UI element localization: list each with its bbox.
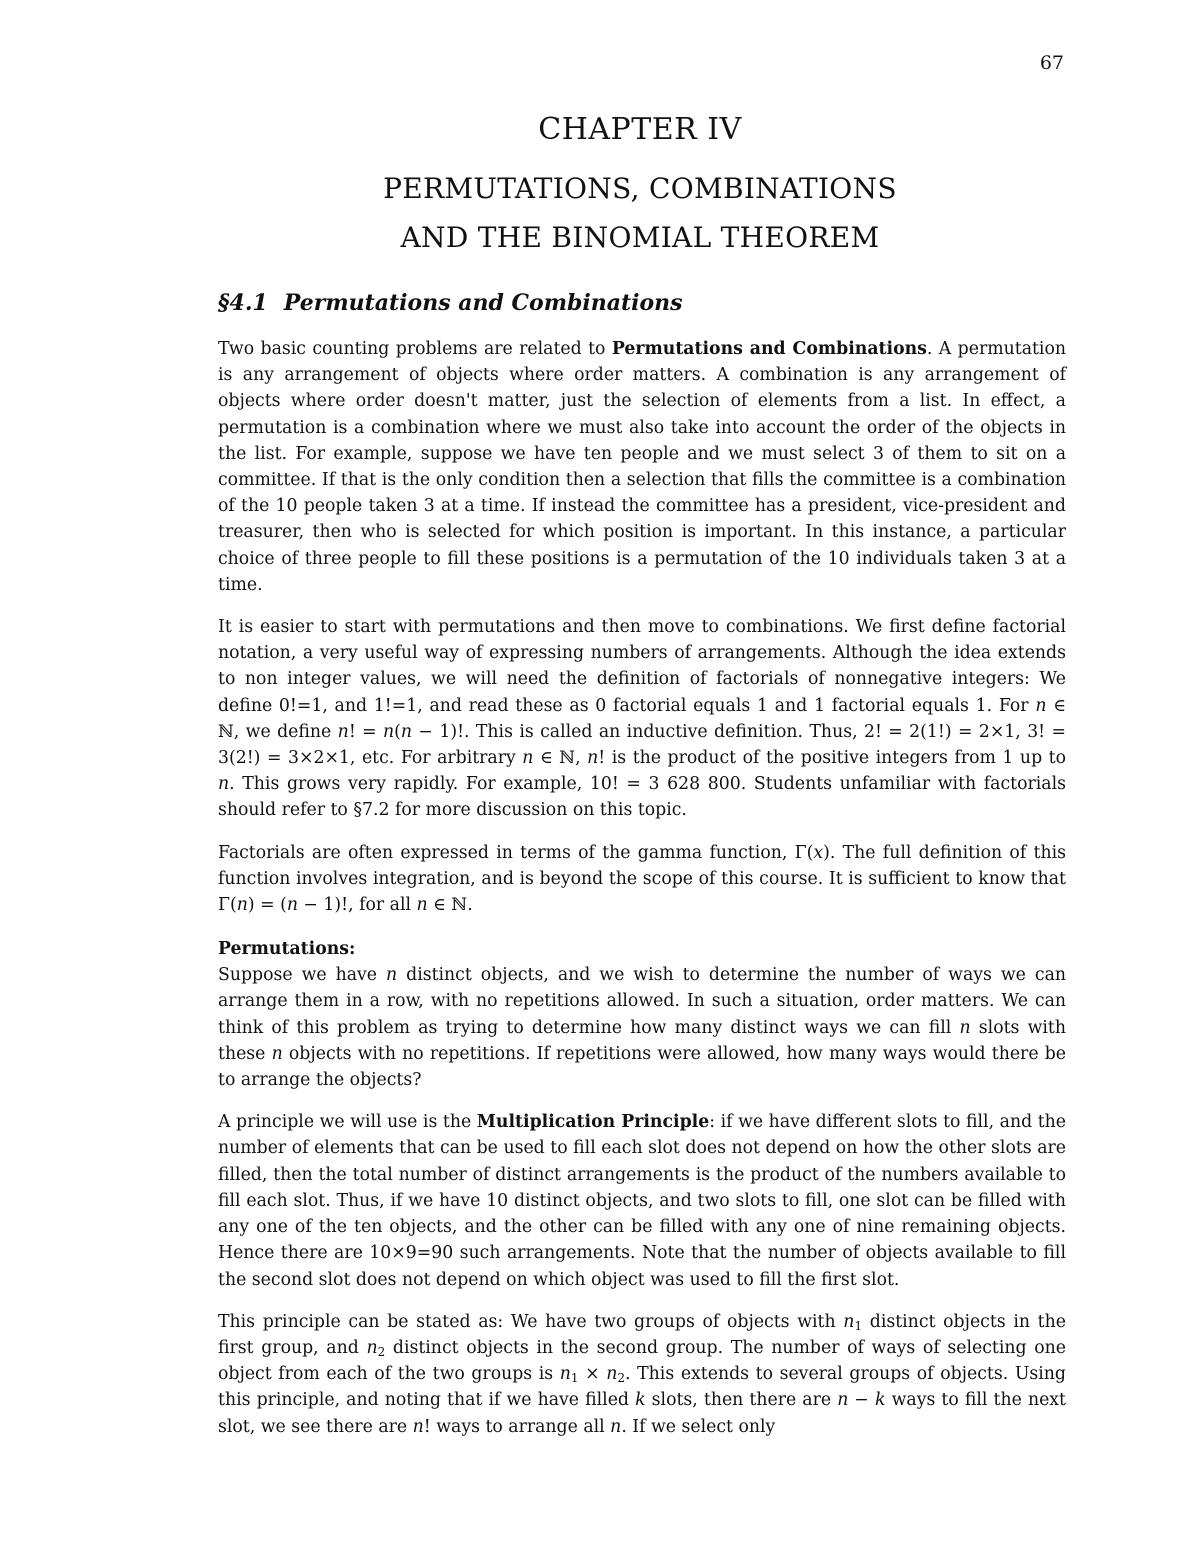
math-var: n <box>416 895 428 916</box>
chapter-title-line-2: AND THE BINOMIAL THEOREM <box>400 221 880 254</box>
math-var: n <box>843 1311 855 1332</box>
text-run: ∈ ℕ, we define <box>218 695 1066 742</box>
text-run: : if we have different slots to fill, and the number of elements that can be used to fill each slot does not depend on how the other slots are filled, then the total number of distinct arrangements is the product of the numbers available to fill each slot. Thus, if we have 10 distinct objects, and two slots to fill, one slot can be filled with any one of the ten objects, and the other can be filled with any one of nine remaining objects. Hence there are 10×9=90 such arrangements. Note that the number of objects available to fill the second slot does not depend on which object was used to fill the first slot. <box>218 1112 1067 1290</box>
text-run: Suppose we have <box>218 965 386 986</box>
math-var: n <box>837 1390 849 1411</box>
text-run: − 1)!. This is called an inductive definition. Thus, 2! = 2(1!) = 2×1, 3! = 3(2!) = 3×2×1, etc. For arbitrary <box>218 721 1067 769</box>
text-run: A principle we will use is the <box>218 1112 477 1133</box>
text-run: − <box>848 1390 876 1411</box>
subscript: 1 <box>854 1318 863 1333</box>
text-run: ). The full definition of this function involves integration, and is beyond the scope of this course. It is sufficient to know that Γ( <box>218 842 1066 916</box>
text-run: ) = ( <box>247 895 287 916</box>
text-run: ! ways to arrange all <box>423 1416 611 1437</box>
paragraph-principle-statement <box>218 1309 1066 1440</box>
text-run: ! is the product of the positive integers from 1 up to <box>598 748 1067 769</box>
section-heading <box>218 290 683 316</box>
math-var: n <box>383 721 395 742</box>
math-var: n <box>587 748 599 769</box>
math-var: n <box>386 965 398 986</box>
math-var: n <box>337 721 349 742</box>
math-var: n <box>1035 695 1047 716</box>
chapter-label: CHAPTER IV <box>538 112 742 147</box>
text-run: distinct objects in the second group. The number of ways of selecting one object from each of the two groups is <box>218 1337 1066 1385</box>
body-text <box>218 336 1066 1456</box>
text-run: ways to fill the next slot, we see there are <box>218 1390 1066 1437</box>
text-run: It is easier to start with permutations and then move to combinations. We first define factorial notation, a very useful way of expressing numbers of arrangements. Although the idea extends to non integer values, we will need the definition of factorials of nonnegative integers: We define 0!=1, and 1!=1, and read these as 0 factorial equals 1 and 1 factorial equals 1. For <box>218 617 1066 716</box>
math-var: n <box>610 1416 622 1437</box>
text-run: × <box>578 1364 607 1385</box>
subscript: 1 <box>570 1371 579 1386</box>
math-var: k <box>875 1390 886 1411</box>
text-run: slots with these <box>218 1017 1066 1064</box>
text-run: ( <box>394 721 401 742</box>
subheading-permutations: Permutations: <box>218 939 356 960</box>
text-run: . This extends to several groups of objects. Using this principle, and noting that if we have filled <box>218 1364 1066 1411</box>
page-number: 67 <box>1039 52 1064 74</box>
paragraph-gamma <box>218 840 1066 919</box>
text-run: distinct objects in the first group, and <box>218 1311 1066 1358</box>
math-var: n <box>236 895 248 916</box>
paragraph-multiplication-principle <box>218 1109 1066 1292</box>
math-var: n <box>400 721 413 742</box>
bold-term: Multiplication Principle <box>476 1112 710 1133</box>
text-run: . If we select only <box>621 1416 776 1437</box>
math-var: n <box>412 1416 424 1437</box>
paragraph-intro <box>218 336 1066 598</box>
paragraph-factorial <box>218 614 1066 824</box>
math-var: n <box>218 774 230 795</box>
text-run: . A permutation is any arrangement of objects where order matters. A combination is any arrangement of objects where order doesn't matter, just the selection of elements from a list. In effect, a permutation is a combination where we must also take into account the order of the objects in the list. For example, suppose we have ten people and we must select 3 of them to sit on a committee. If that is the only condition then a selection that fills the committee is a combination of the 10 people taken 3 at a time. If instead the committee has a president, vice-president and treasurer, then who is selected for which position is important. In this instance, a particular choice of three people to fill these positions is a permutation of the 10 individuals taken 3 at a time. <box>218 339 1066 595</box>
section-number: §4.1 <box>218 290 268 316</box>
math-var: n <box>559 1364 571 1385</box>
math-var: n <box>606 1364 618 1385</box>
subscript: 2 <box>617 1371 626 1386</box>
text-run: Two basic counting problems are related to <box>218 339 612 359</box>
math-var: x <box>813 842 824 863</box>
text-run: ! = <box>348 721 384 742</box>
chapter-title-line-1: PERMUTATIONS, COMBINATIONS <box>383 172 897 205</box>
text-run: . This grows very rapidly. For example, 10! = 3 628 800. Students unfamiliar with factorials should refer to §7.2 for more discussion on this topic. <box>218 774 1066 821</box>
text-run: This principle can be stated as: We have two groups of objects with <box>218 1311 844 1332</box>
text-run: distinct objects, and we wish to determine the number of ways we can arrange them in a row, with no repetitions allowed. In such a situation, order matters. We can think of this problem as trying to determine how many distinct ways we can fill <box>218 965 1066 1038</box>
math-var: k <box>635 1390 646 1411</box>
text-run: ∈ ℕ, <box>533 748 588 769</box>
section-title: Permutations and Combinations <box>283 290 683 316</box>
text-run: objects with no repetitions. If repetitions were allowed, how many ways would there be to arrange the objects? <box>218 1043 1067 1091</box>
text-run: Factorials are often expressed in terms of the gamma function, Γ( <box>218 842 814 863</box>
subscript: 2 <box>377 1344 386 1359</box>
paragraph-permutations <box>218 962 1066 1093</box>
text-run: ∈ ℕ. <box>427 895 473 916</box>
math-var: n <box>366 1337 378 1358</box>
bold-term: Permutations and Combinations <box>611 339 927 359</box>
math-var: n <box>959 1017 971 1038</box>
text-run: slots, then there are <box>645 1390 838 1411</box>
math-var: n <box>522 748 534 769</box>
math-var: n <box>286 895 298 916</box>
math-var: n <box>271 1043 283 1064</box>
text-run: − 1)!, for all <box>297 895 417 916</box>
